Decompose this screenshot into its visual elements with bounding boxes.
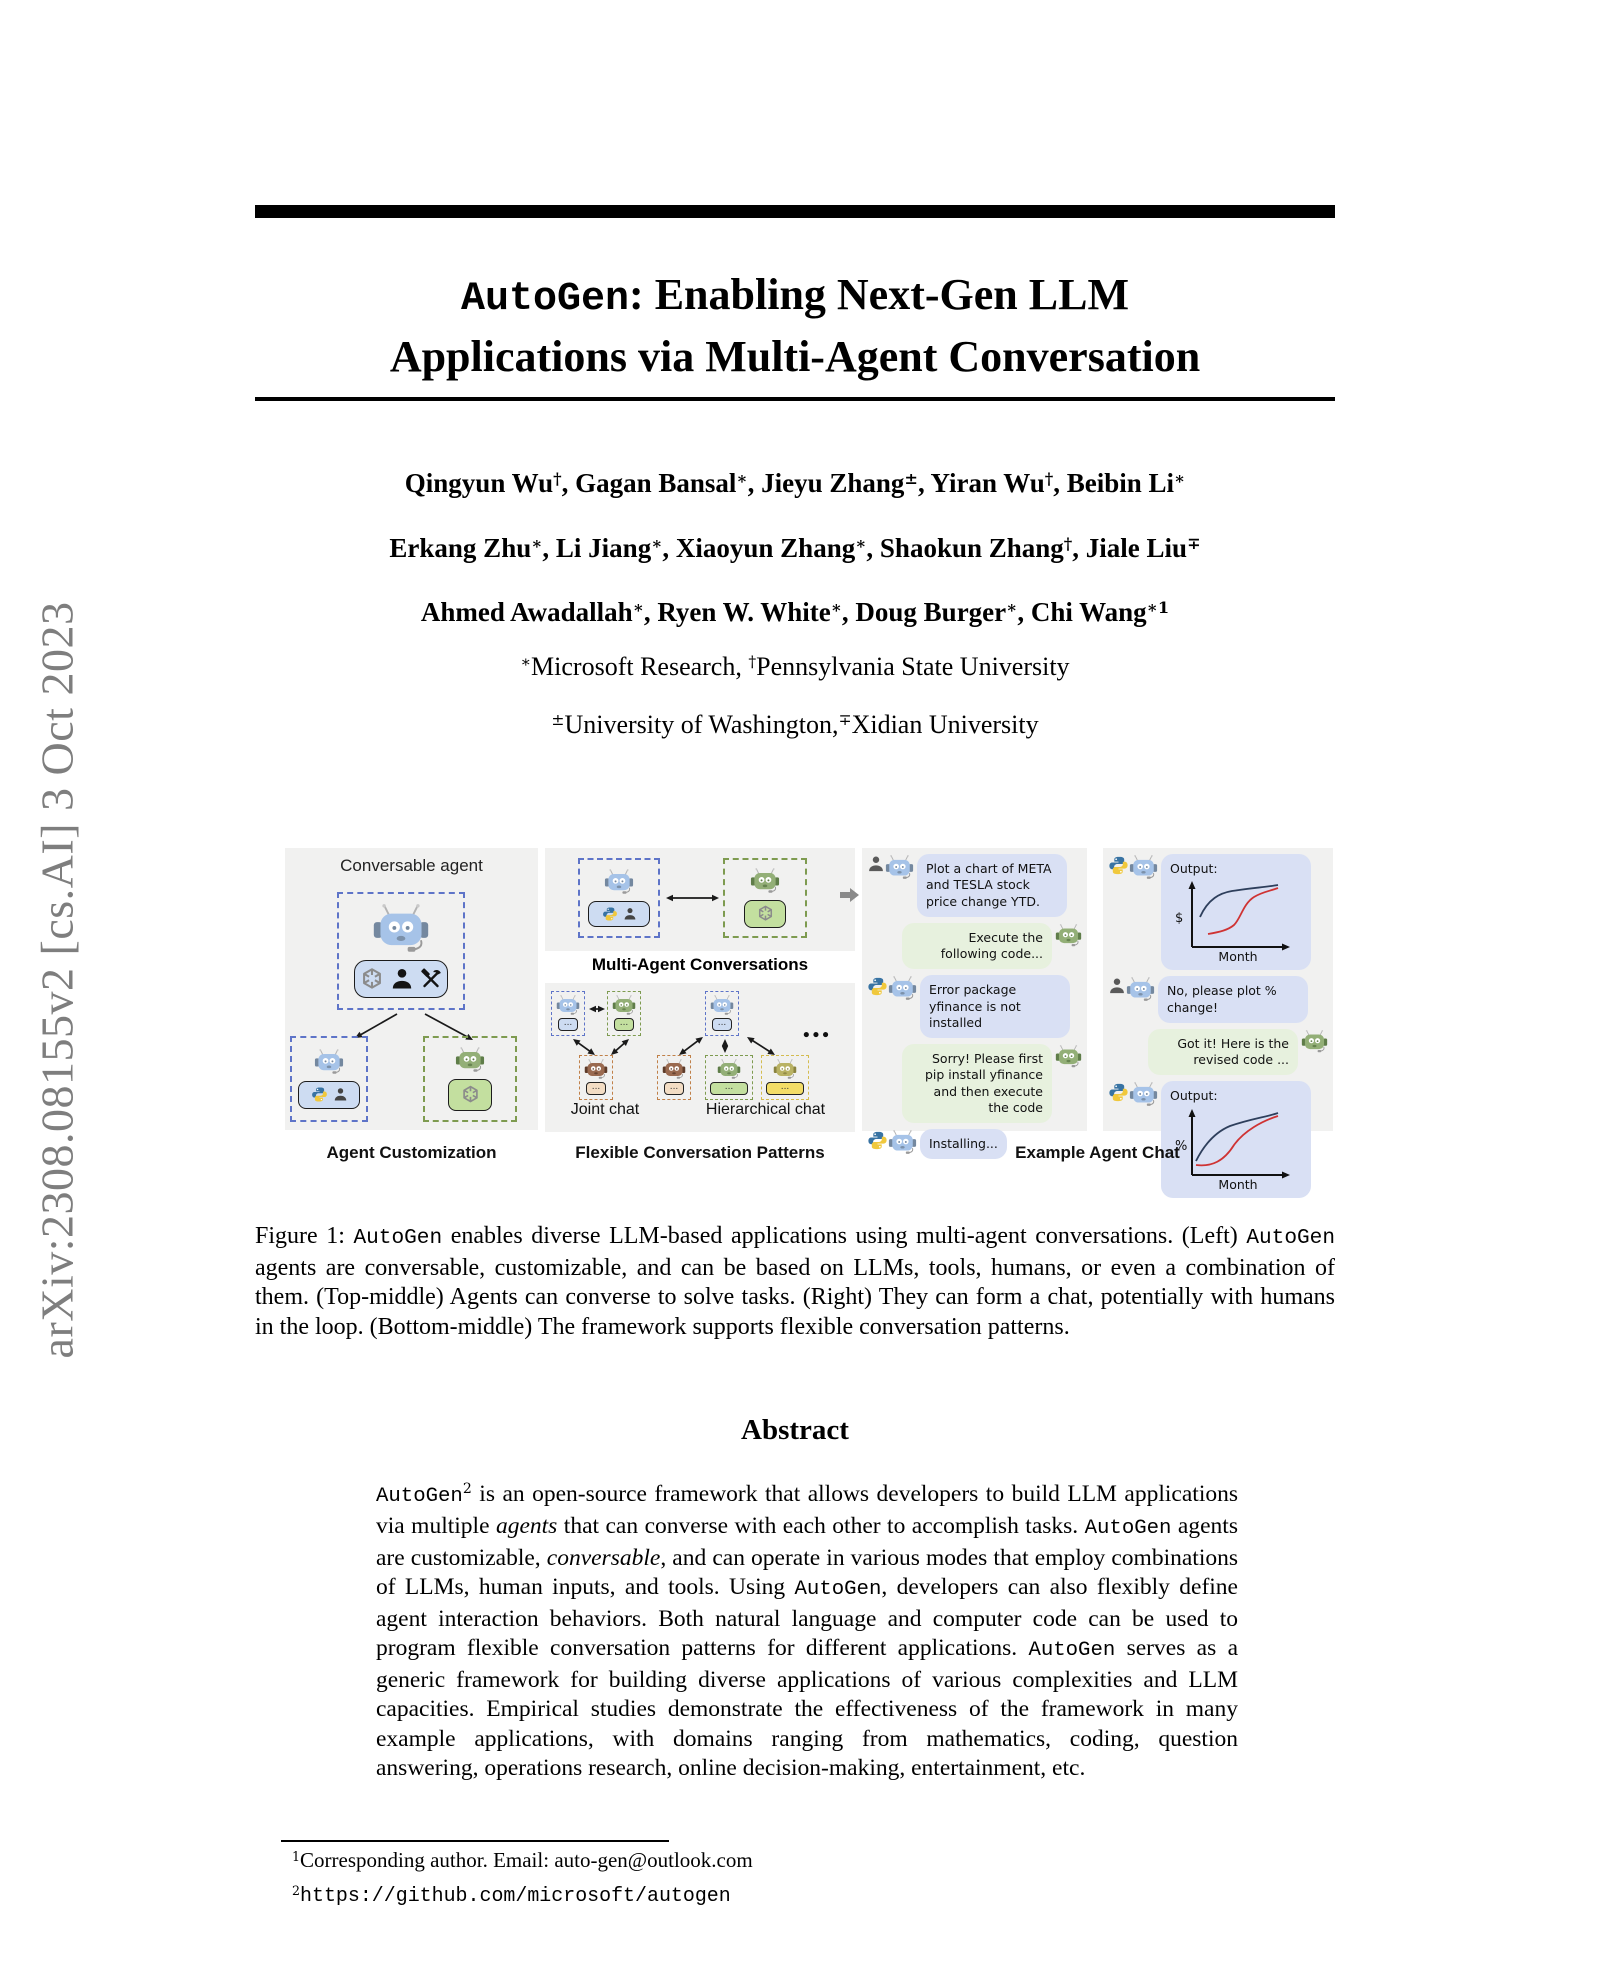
abstract-heading: Abstract <box>741 1414 849 1447</box>
conversation-patterns-panel <box>545 983 855 1132</box>
robot-icon <box>773 1059 797 1080</box>
author-line-1: Qingyun Wu†, Gagan Bansal∗, Jieyu Zhang±, Yiran Wu†, Beibin Li∗ <box>404 468 1186 498</box>
robot-icon <box>662 1059 686 1080</box>
robot-icon <box>372 904 430 955</box>
chat-message-row <box>1108 1081 1328 1197</box>
author-line-2: Erkang Zhu∗, Li Jiang∗, Xiaoyun Zhang∗, Shaokun Zhang†, Jiale Liu∓ <box>389 533 1201 563</box>
chat-output-bubble <box>1161 854 1311 970</box>
hier-chat-agent-green: ... <box>705 1055 753 1100</box>
output-label: Output: <box>1170 1088 1218 1104</box>
title-line-2: Applications via Multi-Agent Conversation <box>389 332 1201 382</box>
footnote-1: $^1$Corresponding author. Email: auto-gen@outlook.com <box>292 1848 753 1872</box>
chat-output-bubble <box>1161 1081 1311 1197</box>
robot-icon <box>1301 1030 1328 1054</box>
robot-icon <box>556 995 580 1016</box>
llm-human-tools-agent-box <box>337 892 465 1010</box>
chat-message-bubble: Plot a chart of META and TESLA stock price change YTD. <box>917 854 1067 917</box>
openai-logo-icon <box>460 1084 481 1105</box>
python-icon <box>602 906 618 922</box>
svg-text:Month: Month <box>1218 949 1258 964</box>
capability-pill <box>448 1079 492 1111</box>
human-icon <box>867 855 885 873</box>
capability-pill <box>744 900 786 928</box>
chat-sender-icons <box>1055 924 1082 948</box>
arxiv-stamp: arXiv:2308.08155v2 [cs.AI] 3 Oct 2023 <box>31 601 83 1359</box>
chat-message-row <box>867 923 1082 970</box>
robot-icon <box>1055 924 1082 948</box>
svg-text:%: % <box>1175 1138 1188 1154</box>
footnote-2: $^2$https://github.com/microsoft/autogen <box>292 1882 731 1907</box>
title-bottom-rule <box>255 397 1335 401</box>
joint-chat-label: Joint chat <box>570 1101 640 1118</box>
caption-flexible-conversation-patterns: Flexible Conversation Patterns <box>575 1143 825 1162</box>
chat-message-bubble: Got it! Here is the revised code ... <box>1148 1029 1298 1076</box>
human-icon <box>1108 977 1126 995</box>
capability-pill <box>354 960 448 998</box>
joint-chat-agent-green: ... <box>607 991 641 1036</box>
chat-sender-icons <box>1108 977 1155 1002</box>
chat-message-row <box>1108 854 1328 970</box>
multi-agent-conversations-label: Multi-Agent Conversations <box>591 955 809 974</box>
chat-message-row <box>867 1044 1082 1123</box>
capability-pill <box>298 1081 360 1109</box>
caption-example-agent-chat: Example Agent Chat <box>1015 1143 1180 1162</box>
python-human-agent-box <box>290 1036 368 1122</box>
chat-message-bubble: Sorry! Please first pip install yfinance and then execute the code <box>902 1044 1052 1123</box>
figure-1-caption: Figure 1: AutoGen enables diverse LLM-based applications using multi-agent conversations. (Left) AutoGen agents are conversable, customizable, and can be based on LLMs, tools, humans, or even a combination of them. (Top-middle) Agents can converse to solve tasks. (Right) They can form a chat, potentially with humans in the loop. (Bottom-middle) The framework supports flexible conversation patterns. <box>255 1223 1335 1340</box>
chat-sender-icons <box>1108 1082 1158 1107</box>
joint-chat-agent-brown: ... <box>579 1055 613 1100</box>
hier-chat-agent-blue: ... <box>705 991 739 1036</box>
chat-sender-icons <box>867 976 917 1001</box>
stock-chart <box>1170 877 1298 963</box>
robot-icon <box>717 1059 741 1080</box>
robot-icon <box>455 1047 485 1073</box>
openai-logo-icon <box>756 904 775 923</box>
example-chat-column-right <box>1103 848 1333 1191</box>
chat-message-bubble: Installing... <box>920 1129 1007 1159</box>
chat-message-bubble: Execute the following code... <box>902 923 1052 970</box>
robot-icon <box>584 1059 608 1080</box>
joint-chat-agent-blue: ... <box>551 991 585 1036</box>
chat-sender-icons <box>1108 855 1158 880</box>
openai-logo-icon <box>359 966 385 992</box>
robot-icon <box>1129 855 1158 880</box>
hier-chat-agent-brown: ... <box>657 1055 691 1100</box>
chat-sender-icons <box>867 855 914 880</box>
chat-message-bubble: Error package yfinance is not installed <box>920 975 1070 1038</box>
python-icon <box>867 976 888 997</box>
robot-icon <box>710 995 734 1016</box>
human-icon <box>390 967 414 991</box>
robot-icon <box>1126 977 1155 1002</box>
output-label: Output: <box>1170 861 1218 876</box>
chat-message-row <box>1108 1029 1328 1076</box>
caption-agent-customization: Agent Customization <box>326 1143 497 1162</box>
llm-agent-box <box>423 1036 517 1122</box>
capability-pill <box>588 901 650 927</box>
affiliation-line-2: ±University of Washington,∓Xidian University <box>551 710 1039 739</box>
example-chat-column-left <box>862 848 1087 1151</box>
python-icon <box>311 1086 328 1103</box>
affiliation-line-1: ∗Microsoft Research, †Pennsylvania State University <box>520 652 1070 681</box>
top-thick-rule <box>255 205 1335 218</box>
robot-icon <box>314 1049 344 1075</box>
author-line-3: Ahmed Awadallah∗, Ryen W. White∗, Doug Burger∗, Chi Wang$^{∗1}$ <box>420 597 1170 627</box>
svg-text:$: $ <box>1175 911 1184 927</box>
abstract-text: AutoGen$^2$ is an open-source framework that allows developers to build LLM applications via multiple agents that can converse with each other to accomplish tasks. AutoGen agents are customizable, conversable, and can operate in various modes that employ combinations of LLMs, human inputs, and tools. Using AutoGen, developers can also flexibly define agent interaction behaviors. Both natural language and computer code can be used to program flexible conversation patterns for different applications. AutoGen serves as a generic framework for building diverse applications of various complexities and LLM capacities. Empirical studies demonstrate the effectiveness of the framework in many example applications, with domains ranging from mathematics, coding, question answering, operations research, online decision-making, entertainment, etc. <box>376 1480 1238 1781</box>
robot-icon <box>888 976 917 1001</box>
svg-text:Month: Month <box>1218 1176 1258 1191</box>
multi-agent-conversation-panel <box>545 848 855 951</box>
agent-a-box <box>578 858 660 938</box>
page-title <box>255 266 1335 385</box>
chat-message-row <box>867 975 1082 1038</box>
chat-sender-icons <box>1055 1045 1082 1069</box>
robot-icon <box>885 855 914 880</box>
robot-icon <box>1129 1082 1158 1107</box>
human-icon <box>623 907 637 921</box>
python-icon <box>1108 855 1129 876</box>
robot-icon <box>750 868 780 894</box>
hierarchical-chat-label: Hierarchical chat <box>705 1101 826 1118</box>
hier-chat-agent-yellow: ... <box>761 1055 809 1100</box>
human-icon <box>333 1087 348 1102</box>
tools-icon <box>419 967 443 991</box>
robot-icon <box>604 869 634 895</box>
chat-sender-icons <box>1301 1030 1328 1054</box>
chat-message-bubble: No, please plot % change! <box>1158 976 1308 1023</box>
robot-icon <box>1055 1045 1082 1069</box>
conversable-agent-label: Conversable agent <box>340 856 483 875</box>
flow-arrow-icon <box>838 886 860 904</box>
footnote-rule <box>281 1840 669 1842</box>
agent-customization-panel <box>285 848 538 1130</box>
chat-message-row <box>867 854 1082 917</box>
robot-icon <box>612 995 636 1016</box>
agent-b-box <box>723 858 807 938</box>
title-line-1: AutoGen: Enabling Next-Gen LLM <box>461 270 1129 323</box>
python-icon <box>1108 1082 1129 1103</box>
chat-message-row <box>1108 976 1328 1023</box>
ellipsis-dots: ••• <box>803 1025 832 1046</box>
